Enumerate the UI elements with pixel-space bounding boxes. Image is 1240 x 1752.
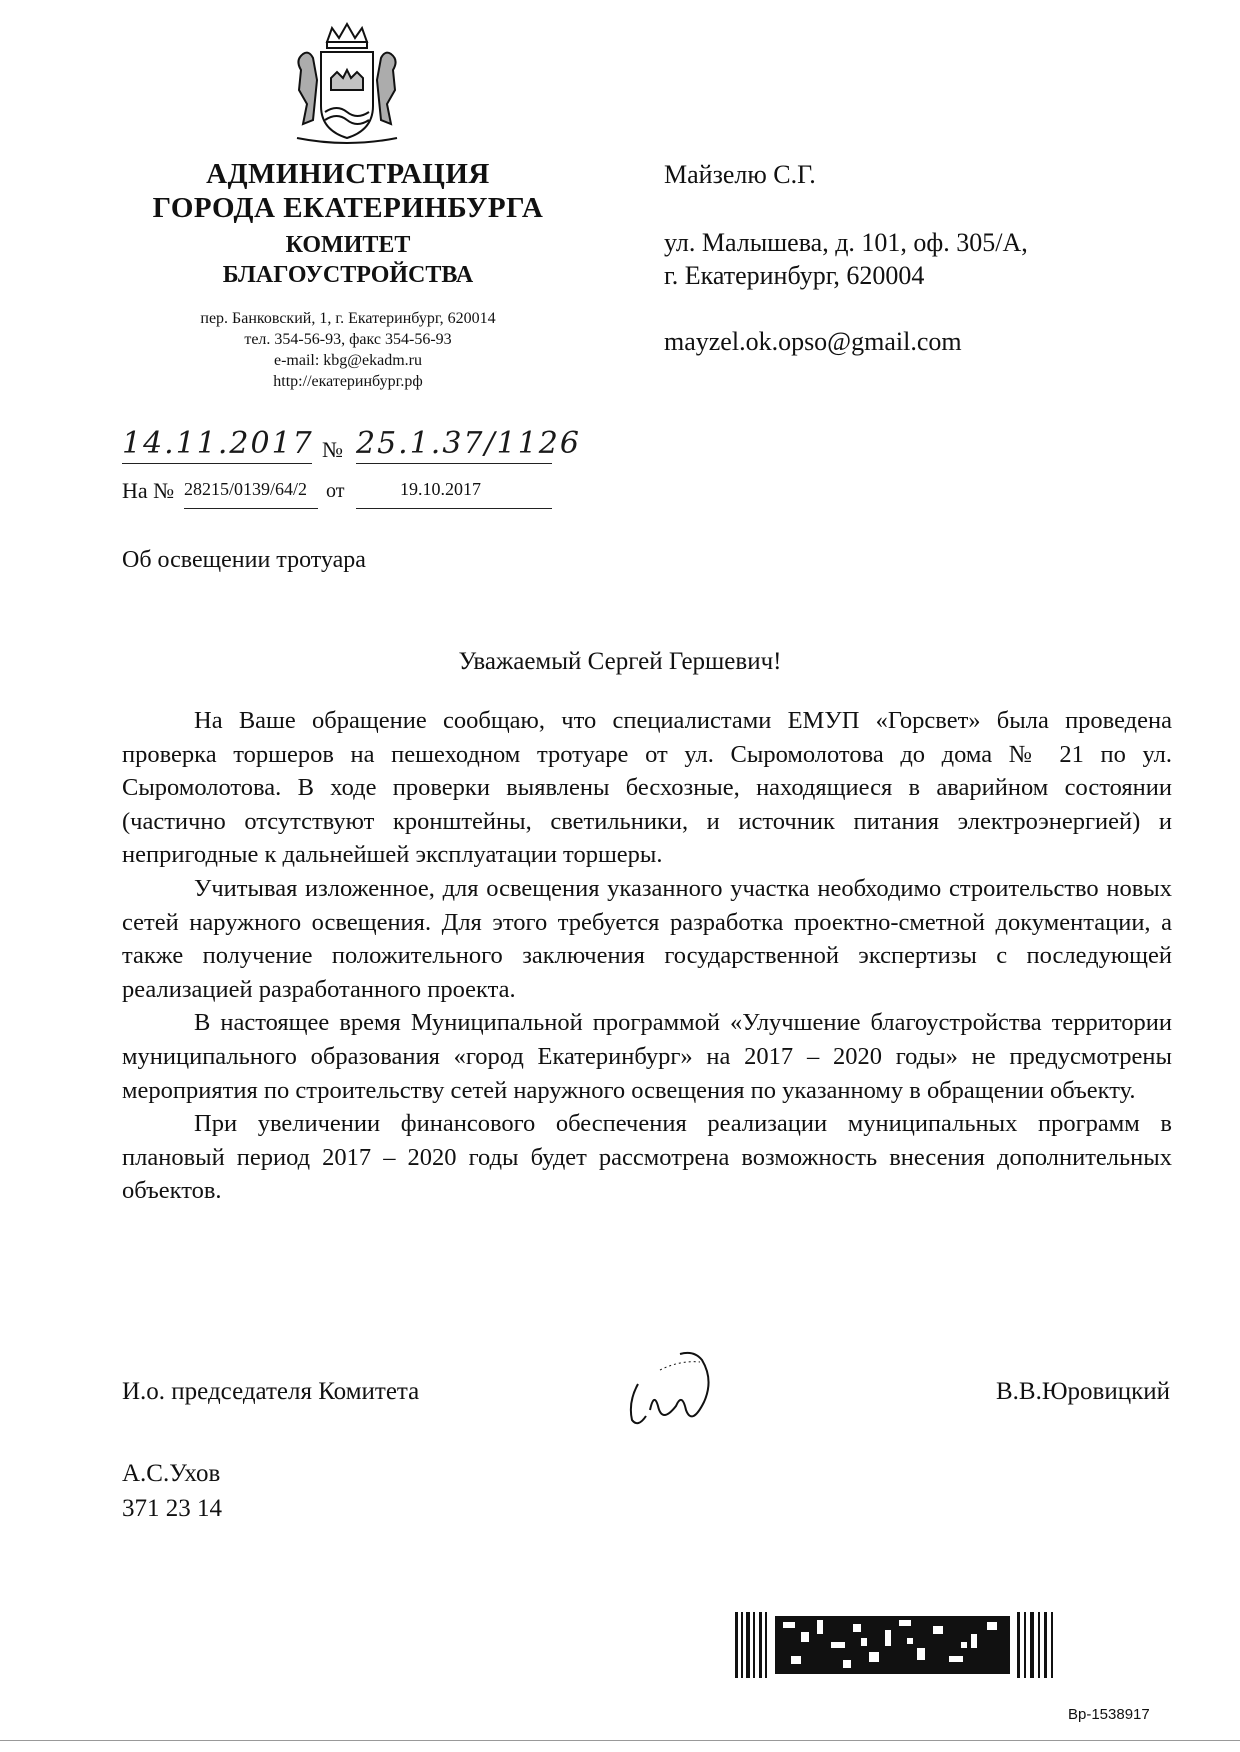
document-barcode [735,1612,1060,1678]
reply-label: На № [122,478,175,503]
letterhead-address: пер. Банковский, 1, г. Екатеринбург, 620014 [200,310,496,327]
handwritten-signature [620,1340,740,1430]
paragraph-2: Учитывая изложенное, для освещения указанного участка необходимо строительство новых сетей наружного освещения. Для этого требуется разработка проектно-сметной документации, а также получение положительного заключения государственной экспертизы с последующей реализацией разработанного проекта. [122,874,1172,1003]
page-bottom-rule [0,1740,1240,1741]
letter-subject: Об освещении тротуара [122,547,366,573]
recipient-city: г. Екатеринбург, 620004 [664,261,925,290]
signatory-name: В.В.Юровицкий [995,1378,1170,1405]
recipient-email: mayzel.ok.opso@gmail.com [664,327,962,356]
letterhead-email: e-mail: kbg@ekadm.ru [273,352,423,369]
reply-number-underline [184,508,318,509]
executor-phone: 371 23 14 [122,1495,222,1522]
outgoing-date: 14.11.2017 [122,426,314,461]
reply-number: 28215/0139/64/2 [184,479,308,499]
reply-date: 19.10.2017 [400,479,481,499]
signatory-title: И.о. председателя Комитета [122,1378,420,1405]
reply-from-label: от [326,480,345,502]
letter-greeting: Уважаемый Сергей Гершевич! [458,648,782,675]
date-underline [122,463,312,464]
barcode-id: Вр-1538917 [1068,1706,1150,1723]
paragraph-4: При увеличении финансового обеспечения реализации муниципальных программ в плановый период 2017 – 2020 годы будет рассмотрена возможность внесения дополнительных объектов. [122,1110,1172,1205]
outgoing-number: 25.1.37/1126 [356,426,581,461]
paragraph-1: На Ваше обращение сообщаю, что специалистами ЕМУП «Горсвет» была проведена проверка торшеров на пешеходном тротуаре от ул. Сыромолотова до дома № 21 по ул. Сыромолотова. В ходе проверки выявлены бесхозные, находящиеся в аварийном состоянии (частично отсутствуют кронштейны, светильники, и источник питания электроэнергией) и непригодные к дальнейшей эксплуатации торшеры. [122,707,1172,869]
recipient-name: Майзелю С.Г. [664,160,816,189]
coat-of-arms-emblem [287,20,407,150]
organization-name: АДМИНИСТРАЦИЯ [206,158,490,190]
department-name: КОМИТЕТ [285,232,411,258]
reply-date-underline [356,508,552,509]
executor-name: А.С.Ухов [122,1460,221,1487]
letterhead-phone: тел. 354-56-93, факс 354-56-93 [244,331,452,348]
paragraph-3: В настоящее время Муниципальной программой «Улучшение благоустройства территории муниципального образования «город Екатеринбург» на 2017 – 2020 годы» не предусмотрены мероприятия по строительству сетей наружного освещения по указанному в обращении объекту. [122,1009,1172,1104]
number-label: № [322,437,343,462]
department-name-line2: БЛАГОУСТРОЙСТВА [222,262,474,288]
organization-city: ГОРОДА ЕКАТЕРИНБУРГА [152,192,544,224]
letterhead-website: http://екатеринбург.рф [273,373,423,390]
letter-body [122,704,1172,1208]
number-underline [356,463,552,464]
recipient-street: ул. Малышева, д. 101, оф. 305/А, [664,228,1028,257]
